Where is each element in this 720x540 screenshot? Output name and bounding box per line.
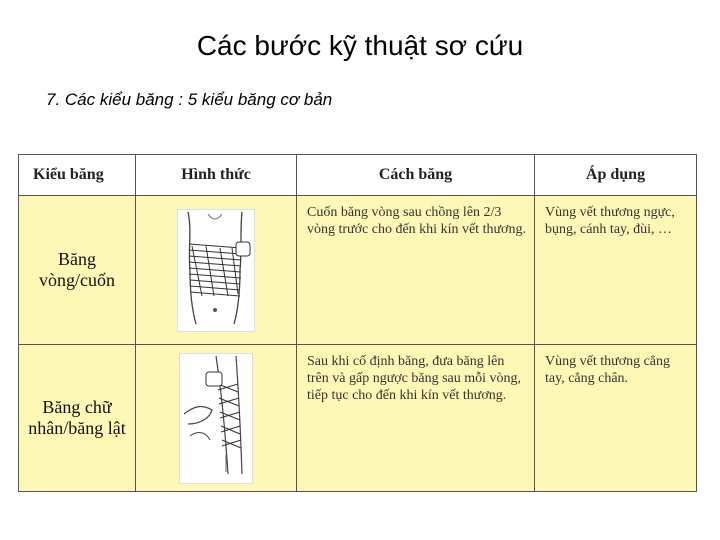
header-form: Hình thức — [136, 155, 297, 196]
table-row — [19, 345, 697, 492]
row-image-cell — [136, 196, 297, 345]
row-method: Sau khi cố định băng, đưa băng lên trên và gấp ngược băng sau mỗi vòng, tiếp tục cho đến khi kín vết thương. — [297, 345, 535, 492]
table-row — [19, 196, 697, 345]
header-type: Kiểu băng — [19, 155, 136, 196]
page-title: Các bước kỹ thuật sơ cứu — [196, 30, 524, 61]
row-apply: Vùng vết thương cẳng tay, cẳng chân. — [535, 345, 697, 492]
torso-bandage-illustration — [177, 209, 255, 332]
header-method: Cách băng — [297, 155, 535, 196]
table-header-row — [19, 155, 697, 196]
row-type: Băng chữ nhân/băng lật — [19, 345, 136, 492]
row-apply: Vùng vết thương ngực, bụng, cánh tay, đùi, … — [535, 196, 697, 345]
forearm-bandage-illustration — [179, 353, 253, 484]
row-image-cell — [136, 345, 297, 492]
row-type: Băng vòng/cuốn — [19, 196, 136, 345]
bandage-types-table — [18, 154, 697, 492]
header-apply: Áp dụng — [535, 155, 697, 196]
page-subtitle: 7. Các kiểu băng : 5 kiểu băng cơ bản — [46, 90, 333, 109]
row-method: Cuốn băng vòng sau chồng lên 2/3 vòng trước cho đến khi kín vết thương. — [297, 196, 535, 345]
